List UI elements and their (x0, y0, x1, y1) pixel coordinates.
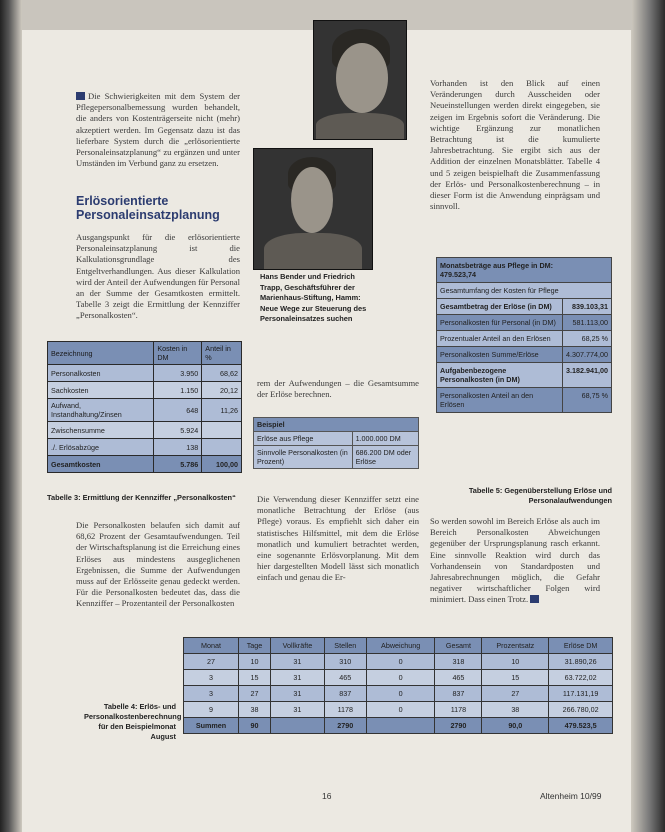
table-cell: Personalkosten Anteil an den Erlösen (437, 388, 563, 413)
table-row (437, 299, 612, 315)
table-cell: Monatsbeträge aus Pflege in DM: (440, 261, 554, 270)
table-cell: 117.131,19 (549, 686, 613, 702)
table-cell: 3 (184, 686, 239, 702)
portrait-photo-2 (253, 148, 373, 270)
bottom-right-text (430, 516, 600, 606)
table-cell (202, 422, 242, 439)
table-cell: 1178 (324, 702, 366, 718)
table-total-row (48, 456, 242, 473)
table-cell: 31 (271, 654, 325, 670)
middle-text: rem der Aufwendungen – die Gesamtsumme der Erlöse berechnen. (257, 378, 419, 400)
table-row (48, 422, 242, 439)
t4-header: Prozentsatz (482, 638, 549, 654)
table-cell: 310 (324, 654, 366, 670)
table-cell: 479.523,74 (440, 270, 476, 279)
section-heading (76, 194, 246, 222)
table-cell: 38 (482, 702, 549, 718)
table-cell: Erlösorientierte (76, 194, 169, 208)
table-row (184, 686, 613, 702)
table-row (437, 388, 612, 413)
table-cell: Aufwand, Instandhaltung/Zinsen (48, 399, 154, 422)
table-cell: 20,12 (202, 382, 242, 399)
table-cell: 2790 (324, 718, 366, 734)
table-cell (271, 718, 325, 734)
table-row (184, 670, 613, 686)
table-cell: 10 (239, 654, 271, 670)
right-intro-text: Vorhanden ist den Blick auf einen Veränderungen durch Ausscheiden oder Neueinstellungen werden direkt eingegeben, sie zeigen im Ergebnis sofort die Veränderung. Die wichtige Ergänzung zur monatlichen Betrachtung ist die kumulierte Jahresbetrachtung. Sie ergibt sich aus der Addition der einzelnen Monatsblätter. Tabelle 4 und 5 zeigen beispielhaft die Zusammenfassung der Erlös- und Personalkostenberechnung – in dieser Form ist die Anwendung einprägsam und sinnvoll. (430, 78, 600, 212)
table-cell: 68,62 (202, 365, 242, 382)
table-cell: 266.780,02 (549, 702, 613, 718)
t4-header: Vollkräfte (271, 638, 325, 654)
intro-text (76, 91, 240, 169)
table-cell: ./. Erlösabzüge (48, 439, 154, 456)
table-cell: Prozentualer Anteil an den Erlösen (437, 331, 563, 347)
table-cell: 31 (271, 702, 325, 718)
table-cell: Gesamtumfang der Kosten für Pflege (437, 283, 612, 299)
table-row (437, 258, 612, 283)
table-cell: 1.150 (154, 382, 202, 399)
table-cell: 31.890,26 (549, 654, 613, 670)
portrait-photo-1 (313, 20, 407, 140)
t4-header: Stellen (324, 638, 366, 654)
t3-header: Anteil in % (202, 342, 242, 365)
table-cell: 0 (366, 670, 435, 686)
beispiel-title: Beispiel (254, 418, 419, 432)
table-cell: 31 (271, 686, 325, 702)
bottom-mid-text: Die Verwendung dieser Kennziffer setzt eine monatliche Betrachtung der Erlöse (aus Pflege) voraus. Es empfiehlt sich daher ein statistisches Hilfsmittel, mit dem die Erlöse monatlich und kumuliert betrachtet werden, eine sogenannte Erlösvorplanung. Mit dem hier dargestellten Modell lässt sich monatlich einfach und genau die Er- (257, 494, 419, 583)
table-cell: 38 (239, 702, 271, 718)
table-5-caption: Tabelle 5: Gegenüberstellung Erlöse und Personalaufwendungen (468, 486, 612, 505)
table-cell: 3 (184, 670, 239, 686)
table-cell: 837 (435, 686, 482, 702)
table-cell: 90,0 (482, 718, 549, 734)
table-cell: 5.786 (154, 456, 202, 473)
photo-caption: Hans Bender und Friedrich Trapp, Geschäftsführer der Marienhaus-Stiftung, Hamm: Neue Wege zur Steuerung des Personaleinsatzes suchen (260, 272, 367, 323)
table-cell: 465 (324, 670, 366, 686)
table-cell: 837 (324, 686, 366, 702)
table-cell: 68,25 % (563, 331, 612, 347)
table-cell: 27 (482, 686, 549, 702)
table-cell: Gesamtkosten (48, 456, 154, 473)
table-cell: 0 (366, 702, 435, 718)
table-cell: Sinnvolle Personalkosten (in Prozent) (254, 446, 353, 469)
table-cell: 15 (482, 670, 549, 686)
table-3-caption: Tabelle 3: Ermittlung der Kennziffer „Personalkosten“ (47, 493, 236, 502)
table-cell: 648 (154, 399, 202, 422)
binding-shadow-right (631, 0, 665, 832)
table-cell (202, 439, 242, 456)
table-cell: 100,00 (202, 456, 242, 473)
table-total-row (184, 718, 613, 734)
table-cell: 27 (239, 686, 271, 702)
table-cell: Personalkosten (48, 365, 154, 382)
bottom-left-text: Die Personalkosten belaufen sich damit auf 68,62 Prozent der Gesamtaufwendungen. Teil der Wirtschaftsplanung ist die Erreichung eines Erlöses aus mindestens ausgeglichenen Ergebnissen, die Summe der Aufwendungen muss auf der Erlösseite genau gedeckt werden. Für die Personalkosten bedeutet das, dass die Kennziffer – Prozentanteil der Personalkosten (76, 520, 240, 609)
table-cell: 839.103,31 (563, 299, 612, 315)
table-cell: 15 (239, 670, 271, 686)
t4-header: Erlöse DM (549, 638, 613, 654)
t3-header: Bezeichnung (48, 342, 154, 365)
end-marker-icon (530, 595, 539, 603)
table-row (48, 399, 242, 422)
table-row (437, 347, 612, 363)
table-cell: Gesamtbetrag der Erlöse (in DM) (437, 299, 563, 315)
table-row (48, 365, 242, 382)
table-cell: Personalkosten für Personal (in DM) (437, 315, 563, 331)
table-cell: 90 (239, 718, 271, 734)
table-cell: 3.182.941,00 (563, 363, 612, 388)
section-text: Ausgangspunkt für die erlösorientierte Personaleinsatzplanung ist die Kalkulationsgrundlage des Entgeltverhandlungen. Aus dieser Kalkulation wird der Anteil der Aufwendungen für Personal an der Summe der Gesamtkosten ermittelt. Tabelle 3 zeigt die Ermittlung der Kennziffer „Personalkosten“. (76, 232, 240, 321)
table-cell: 2790 (435, 718, 482, 734)
t4-header: Abweichung (366, 638, 435, 654)
table-cell (366, 718, 435, 734)
table-cell: 0 (366, 686, 435, 702)
table-cell: 1178 (435, 702, 482, 718)
section-marker-icon (76, 92, 85, 100)
table-cell: 318 (435, 654, 482, 670)
table-cell: 138 (154, 439, 202, 456)
table-row (437, 331, 612, 347)
table-cell: 68,75 % (563, 388, 612, 413)
table-cell: 27 (184, 654, 239, 670)
table-cell: 31 (271, 670, 325, 686)
table-row (48, 382, 242, 399)
beispiel-box (253, 417, 419, 469)
table-row (184, 654, 613, 670)
table-cell: Zwischensumme (48, 422, 154, 439)
table-cell: 3.950 (154, 365, 202, 382)
table-3 (47, 341, 242, 473)
table-cell: Summen (184, 718, 239, 734)
t3-header: Kosten in DM (154, 342, 202, 365)
t4-header: Monat (184, 638, 239, 654)
table-cell: 5.924 (154, 422, 202, 439)
table-cell: Personaleinsatzplanung (76, 208, 220, 222)
table-cell: 1.000.000 DM (352, 432, 418, 446)
page-number: 16 (322, 791, 332, 801)
table-cell: Erlöse aus Pflege (254, 432, 353, 446)
table-row (184, 702, 613, 718)
table-cell: Personalkosten Summe/Erlöse (437, 347, 563, 363)
binding-shadow-left (0, 0, 22, 832)
table-cell: 465 (435, 670, 482, 686)
table-cell: So werden sowohl im Bereich Erlöse als auch im Bereich Personalkosten Abweichungen gegenüber der Ursprungsplanung rasch erkannt. Eine sinnvolle Reaktion wird durch das Vorhandensein von Standardposten und Jahresabrechnungen möglich, die Gefahr negativer wirtschaftlicher Folgen wird minimiert. Dass einen Trotz. (430, 516, 600, 605)
table-row (437, 363, 612, 388)
table-cell: 63.722,02 (549, 670, 613, 686)
table-cell: 479.523,5 (549, 718, 613, 734)
table-4-caption: Tabelle 4: Erlös- und Personalkostenberechnung für den Beispielmonat August (84, 702, 182, 741)
table-cell: Sachkosten (48, 382, 154, 399)
table-row (48, 439, 242, 456)
table-cell: 686.200 DM oder Erlöse (352, 446, 418, 469)
table-cell: Aufgabenbezogene Personalkosten (in DM) (437, 363, 563, 388)
table-row (437, 315, 612, 331)
table-4 (183, 637, 613, 734)
t4-header: Tage (239, 638, 271, 654)
journal-name: Altenheim 10/99 (540, 791, 602, 801)
table-cell: 9 (184, 702, 239, 718)
t4-header: Gesamt (435, 638, 482, 654)
table-cell: 10 (482, 654, 549, 670)
table-cell: 581.113,00 (563, 315, 612, 331)
table-5 (436, 257, 612, 413)
table-cell: 0 (366, 654, 435, 670)
table-cell: 4.307.774,00 (563, 347, 612, 363)
table-row (437, 283, 612, 299)
table-cell: 11,26 (202, 399, 242, 422)
table-cell: Die Schwierigkeiten mit dem System der Pflegepersonalbemessung wurden behandelt, die anders von Kostenträgerseite nicht (mehr) akzeptiert werden. Im Gegensatz dazu ist das lieferbare System durch die „erlösorientierte Personaleinsatzplanung“ zu ergänzen und unter Umständen im Verbund ganz zu ersetzen. (76, 91, 240, 169)
